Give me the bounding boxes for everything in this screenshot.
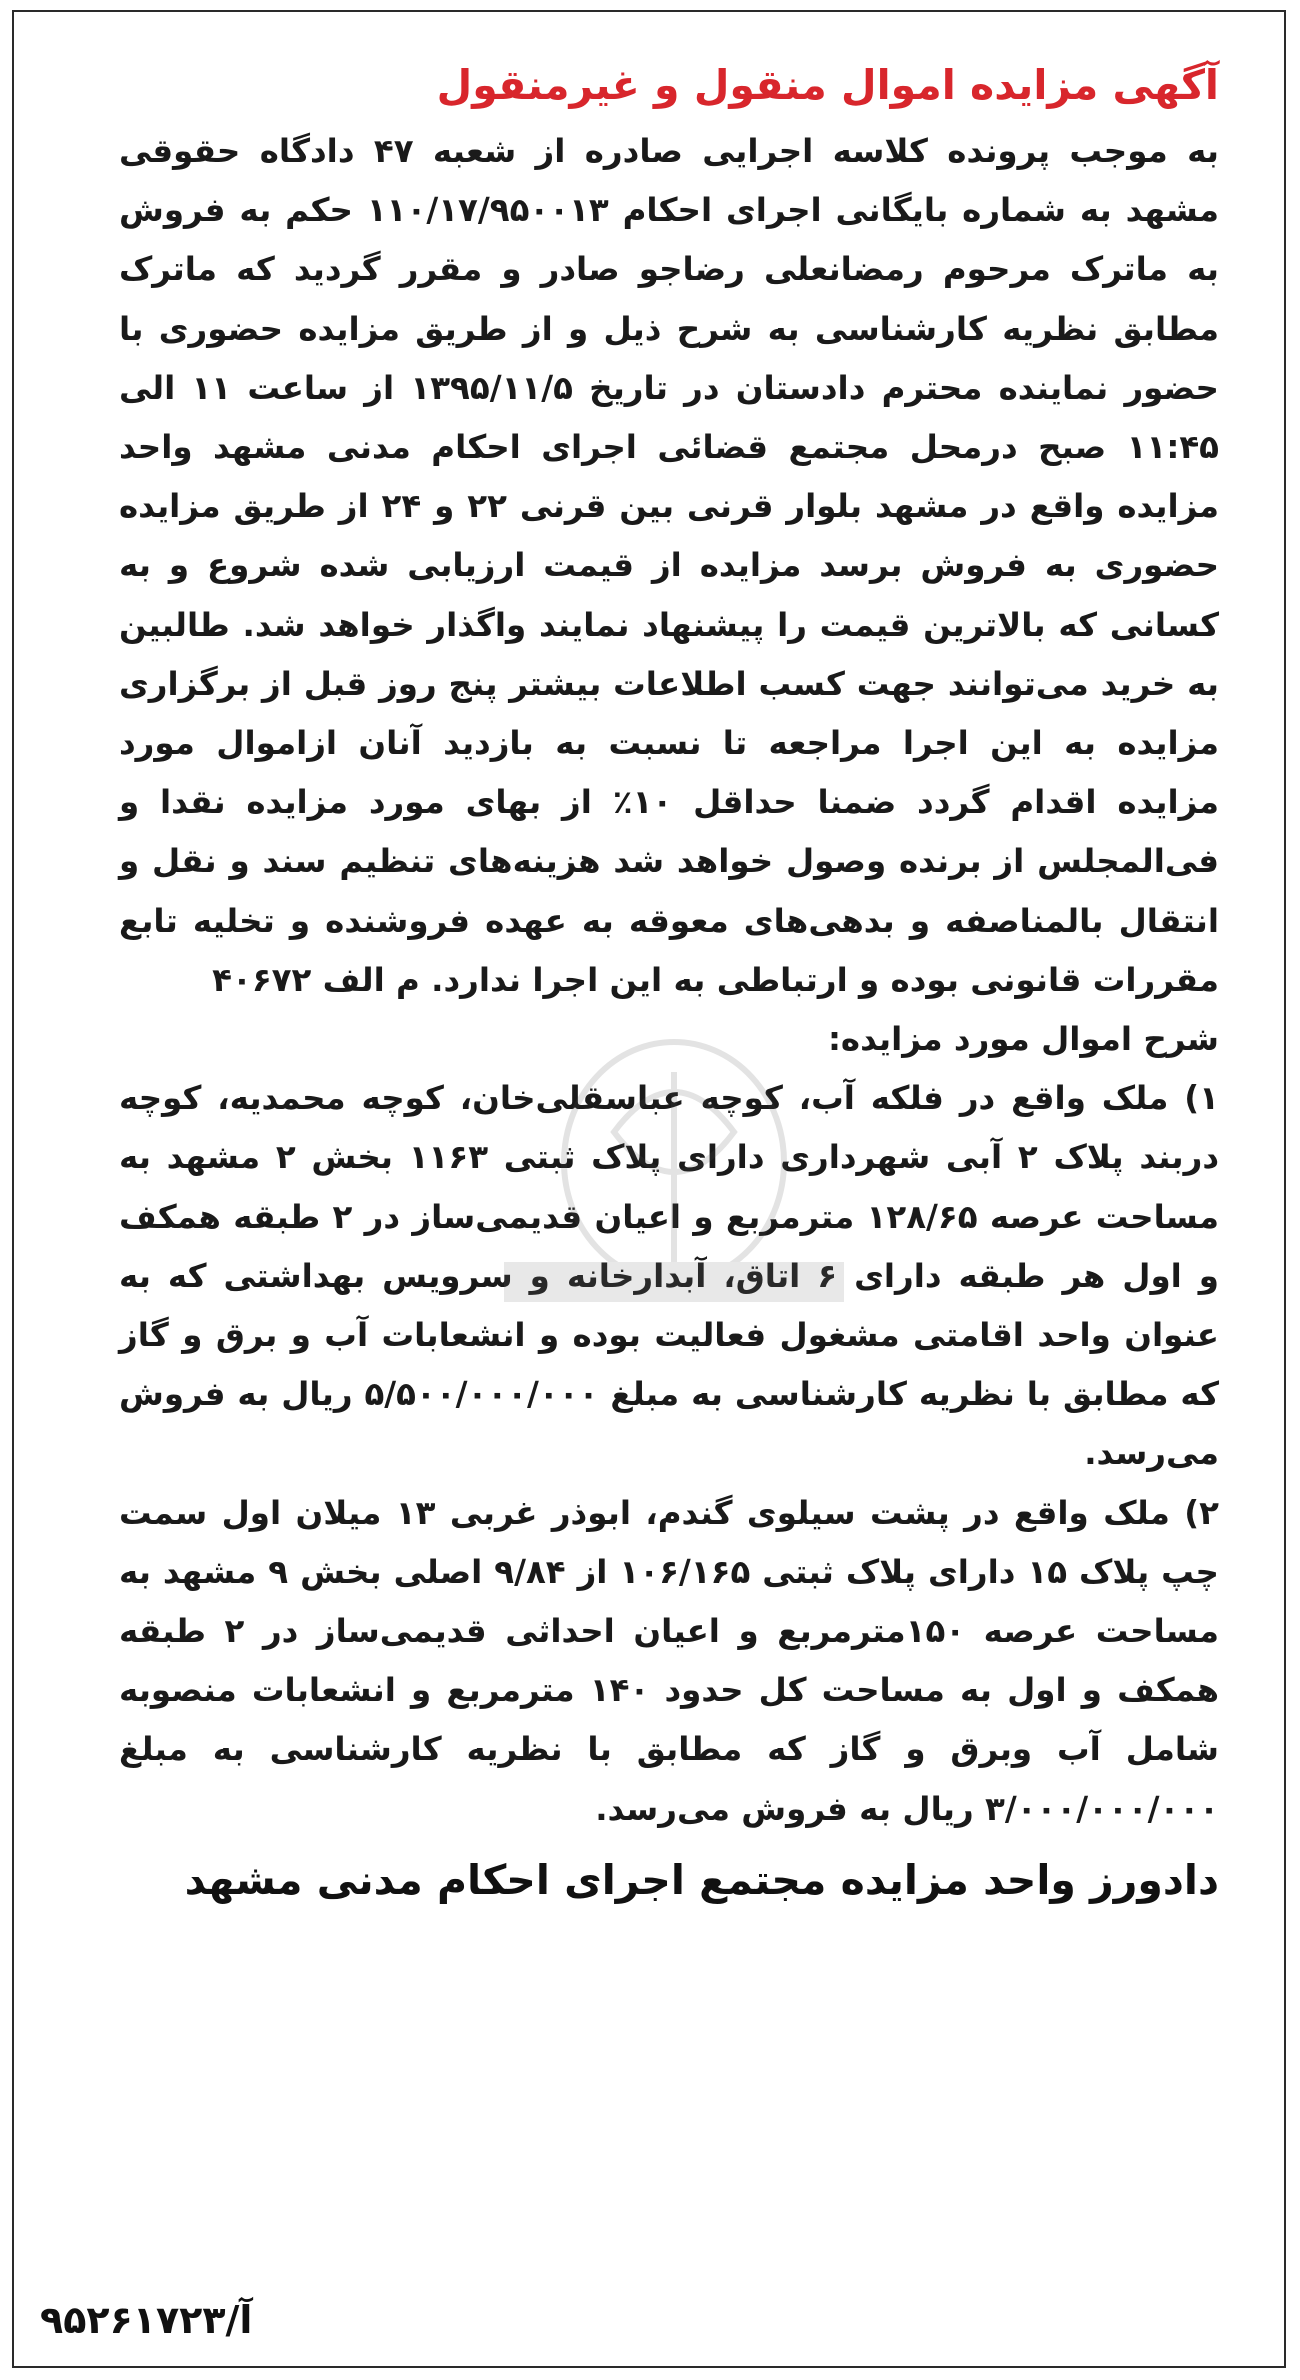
notice-intro: به موجب پرونده کلاسه اجرایی صادره از شعبه ۴۷ دادگاه حقوقی مشهد به شماره بایگانی اجرای احکام ۱۱۰/۱۷/۹۵۰۰۱۳ حکم به فروش به ماترک مرحوم رمضانعلی رضاجو صادر و مقرر گردید که ماترک مطابق نظریه کارشناسی به شرح ذیل و از طریق مزایده حضوری با حضور نماینده محترم دادستان در تاریخ ۱۳۹۵/۱۱/۵ از ساعت ۱۱ الی ۱۱:۴۵ صبح درمحل مجتمع قضائی اجرای احکام مدنی مشهد واحد مزایده واقع در مشهد بلوار قرنی بین قرنی ۲۲ و ۲۴ از طریق مزایده حضوری به فروش برسد مزایده از قیمت ارزیابی شده شروع و به کسانی که بالاترین قیمت را پیشنهاد نمایند واگذار خواهد شد. طالبین به خرید می‌توانند جهت کسب اطلاعات بیشتر پنج روز قبل از برگزاری مزایده به این اجرا مراجعه تا نسبت به بازدید آنان ازاموال مورد مزایده اقدام گردد ضمنا حداقل ۱۰٪ از بهای مورد مزایده نقدا و فی‌المجلس از برنده وصول خواهد شد هزینه‌های تنظیم سند و نقل و انتقال بالمناصفه و بدهی‌های معوقه به عهده فروشنده و تخلیه تابع مقررات قانونی بوده و ارتباطی به این اجرا ندارد. م الف ۴۰۶۷۲ (119, 132, 1220, 999)
notice-signature: دادورز واحد مزایده مجتمع اجرای احکام مدنی مشهد (184, 1855, 1219, 1904)
items-heading: شرح اموال مورد مزایده: (827, 1020, 1219, 1059)
list-item: ۲) ملک واقع در پشت سیلوی گندم، ابوذر غربی ۱۳ میلان اول سمت چپ پلاک ۱۵ دارای پلاک ثبتی ۱۰۶/۱۶۵ از ۹/۸۴ اصلی بخش ۹ مشهد به مساحت عرصه ۱۵۰مترمربع و اعیان احداثی قدیمی‌ساز در ۲ طبقه همکف و اول به مساحت کل حدود ۱۴۰ مترمربع و انشعابات منصوبه شامل آب وبرق و گاز که مطابق با نظریه کارشناسی به مبلغ ۳/۰۰۰/۰۰۰/۰۰۰ ریال به فروش می‌رسد. (119, 1493, 1220, 1828)
ad-code: آ/۹۵۲۶۱۷۲۳ (40, 2298, 253, 2342)
notice-body (119, 122, 1219, 1839)
notice-frame (12, 10, 1286, 2368)
notice-title: آگهی مزایده اموال منقول و غیرمنقول (436, 61, 1219, 109)
notice-content (119, 54, 1219, 1913)
list-item: ۱) ملک واقع در فلکه آب، کوچه عباسقلی‌خان، کوچه محمدیه، کوچه دربند پلاک ۲ آبی شهرداری دارای پلاک ثبتی ۱۱۶۳ بخش ۲ مشهد به مساحت عرصه ۱۲۸/۶۵ مترمربع و اعیان قدیمی‌ساز در ۲ طبقه همکف و اول هر طبقه دارای ۶ اتاق، آبدارخانه و سرویس بهداشتی که به عنوان واحد اقامتی مشغول فعالیت بوده و انشعابات آب و برق و گاز که مطابق با نظریه کارشناسی به مبلغ ۵/۵۰۰/۰۰۰/۰۰۰ ریال به فروش می‌رسد. (119, 1079, 1219, 1473)
